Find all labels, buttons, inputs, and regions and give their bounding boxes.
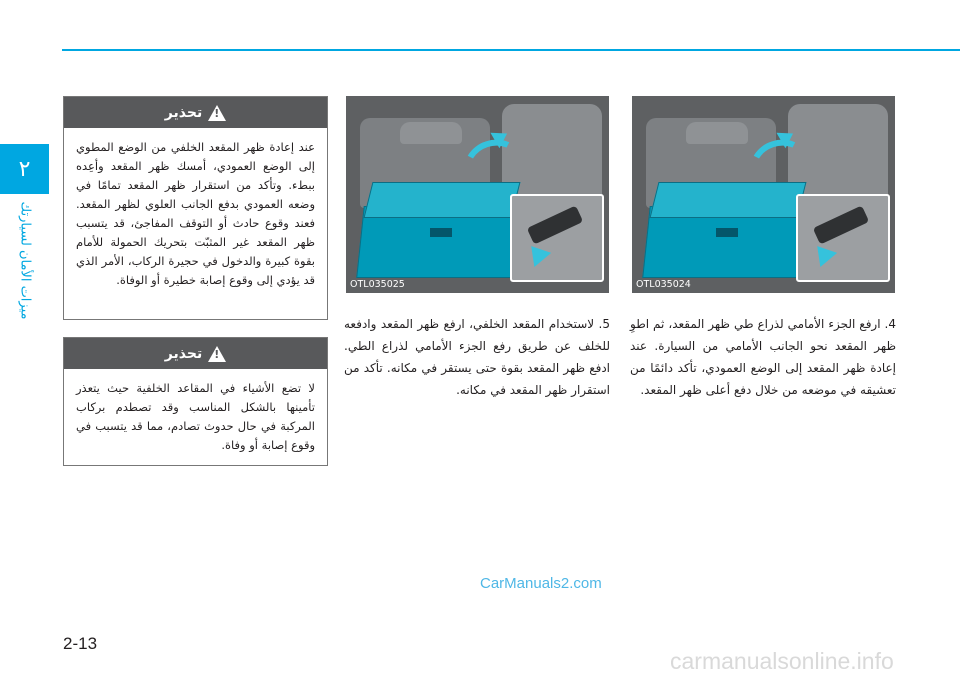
footer-watermark: carmanualsonline.info <box>670 648 894 674</box>
watermark[interactable]: CarManuals2.com <box>480 575 602 592</box>
chapter-tab[interactable] <box>0 144 49 194</box>
warning-box-2 <box>63 337 328 466</box>
step-5-text: 5. لاستخدام المقعد الخلفي، ارفع ظهر المقعد وادفعه للخلف عن طريق رفع الجزء الأمامي لذراع الطي. ادفع ظهر المقعد بقوة حتى يستقر في مكانه. تأكد من استقرار ظهر المقعد في مكانه. <box>344 317 610 397</box>
chapter-number: ٢ <box>18 156 31 182</box>
warning-header <box>64 97 327 128</box>
figure-code: OTL035024 <box>636 279 691 290</box>
warning-text: عند إعادة ظهر المقعد الخلفي من الوضع المطوي إلى الوضع العمودي، أمسك ظهر المقعد وأعِده ببطء. وتأكد من استقرار ظهر المقعد تمامًا في وضعه العمودي بدفع الجانب العلوي لظهر المقعد. فعند وقوع حادث أو التوقف المفاجئ، قد يتسبب ظهر المقعد غير المثبّت بتحريك الحمولة للأمام بقوة كبيرة والدخول في حجيرة الركاب، الأمر الذي قد يؤدي إلى وقوع إصابة خطيرة أو الوفاة. <box>76 140 315 287</box>
headrest <box>686 122 748 144</box>
step-4-text: 4. ارفع الجزء الأمامي لذراع طي ظهر المقعد، ثم اطوِ ظهر المقعد نحو الجانب الأمامي من السيارة. عند إعادة ظهر المقعد إلى الوضع العمودي، تأكد دائمًا من تعشيقه في موضعه من خلال دفع أعلى ظهر المقعد. <box>630 317 896 397</box>
headrest <box>400 122 462 144</box>
seat-illustration-fold <box>632 96 895 293</box>
lever-inset <box>510 194 604 282</box>
figure-code: OTL035025 <box>350 279 405 290</box>
chapter-title: ميزات الأمان لسيارتك <box>17 201 32 319</box>
header-rule <box>62 49 960 51</box>
seat-illustration-raise <box>346 96 609 293</box>
warning-box-1 <box>63 96 328 320</box>
seat-latch <box>716 228 738 237</box>
warning-text: لا تضع الأشياء في المقاعد الخلفية حيث يتعذر تأمينها بالشكل المناسب وقد تصطدم بركاب المركبة في حال حدوث تصادم، مما قد يتسبب في وقوع إصابة أو وفاة. <box>76 381 315 452</box>
lever-arrow-icon <box>523 239 551 267</box>
warning-header <box>64 338 327 369</box>
fold-lever <box>527 205 584 244</box>
warning-triangle-icon <box>208 346 226 362</box>
warning-heading: تحذير <box>164 104 203 121</box>
page-number: 2-13 <box>63 634 98 653</box>
warning-triangle-icon <box>208 105 226 121</box>
chapter-title-vertical <box>0 200 49 320</box>
lever-arrow-icon <box>809 239 837 267</box>
seat-latch <box>430 228 452 237</box>
lever-inset <box>796 194 890 282</box>
warning-heading: تحذير <box>164 345 203 362</box>
fold-lever <box>813 205 870 244</box>
